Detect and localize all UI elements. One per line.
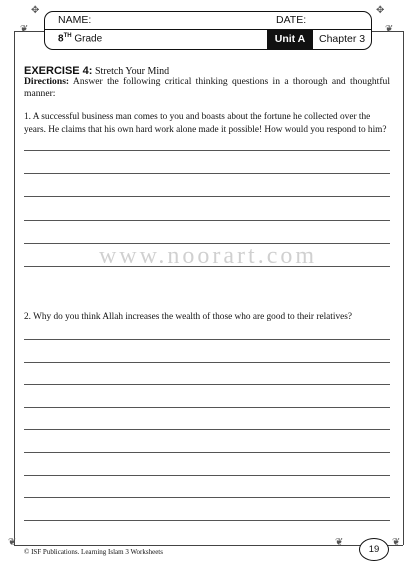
answer-line[interactable] bbox=[24, 520, 390, 521]
answer-line[interactable] bbox=[24, 150, 390, 151]
page-number: 19 bbox=[359, 538, 389, 561]
grade-label bbox=[58, 33, 102, 44]
flourish-ornament-icon: ❦ bbox=[392, 537, 400, 548]
name-label: NAME: bbox=[58, 14, 92, 26]
answer-line[interactable] bbox=[24, 339, 390, 340]
answer-line[interactable] bbox=[24, 173, 390, 174]
grade-suffix: TH bbox=[63, 33, 72, 39]
directions-text: Answer the following critical thinking questions in a thorough and thoughtful manner: bbox=[24, 76, 390, 99]
answer-line[interactable] bbox=[24, 475, 390, 476]
grade-word: Grade bbox=[71, 33, 103, 45]
unit-badge: Unit A bbox=[267, 30, 313, 49]
directions bbox=[24, 76, 390, 100]
page-frame-left bbox=[14, 31, 15, 545]
answer-line[interactable] bbox=[24, 196, 390, 197]
corner-ornament-icon: ❦ bbox=[8, 537, 16, 548]
corner-ornament-icon: ❦ bbox=[385, 24, 393, 35]
question-1: 1. A successful business man comes to you and boasts about the fortune he collected over the years. He claims that his own hard work alone made it possible! How would you respond to him? bbox=[24, 112, 387, 135]
answer-line[interactable] bbox=[24, 407, 390, 408]
footer-copyright: © ISF Publications. Learning Islam 3 Worksheets bbox=[24, 548, 163, 556]
answer-line[interactable] bbox=[24, 384, 390, 385]
worksheet-header bbox=[44, 11, 372, 50]
page-frame-bottom bbox=[14, 545, 403, 546]
corner-ornament-icon: ❦ bbox=[20, 24, 28, 35]
watermark: www.noorart.com bbox=[98, 243, 318, 269]
date-label: DATE: bbox=[276, 14, 307, 26]
exercise-subtitle: Stretch Your Mind bbox=[94, 66, 170, 77]
page-frame-right bbox=[403, 31, 404, 545]
chapter-label: Chapter 3 bbox=[319, 33, 366, 45]
flourish-ornament-icon: ❦ bbox=[335, 537, 343, 548]
header-name-date-row bbox=[45, 12, 371, 30]
directions-label: Directions: bbox=[24, 76, 70, 87]
question-2: 2. Why do you think Allah increases the wealth of those who are good to their relatives? bbox=[24, 312, 352, 322]
answer-line[interactable] bbox=[24, 429, 390, 430]
answer-line[interactable] bbox=[24, 452, 390, 453]
header-ornament-icon: ✥ bbox=[376, 5, 384, 16]
answer-line[interactable] bbox=[24, 220, 390, 221]
answer-line[interactable] bbox=[24, 362, 390, 363]
answer-line[interactable] bbox=[24, 497, 390, 498]
grade-number: 8 bbox=[58, 33, 64, 45]
exercise-title: EXERCISE 4: bbox=[24, 65, 93, 77]
header-ornament-icon: ✥ bbox=[31, 5, 39, 16]
